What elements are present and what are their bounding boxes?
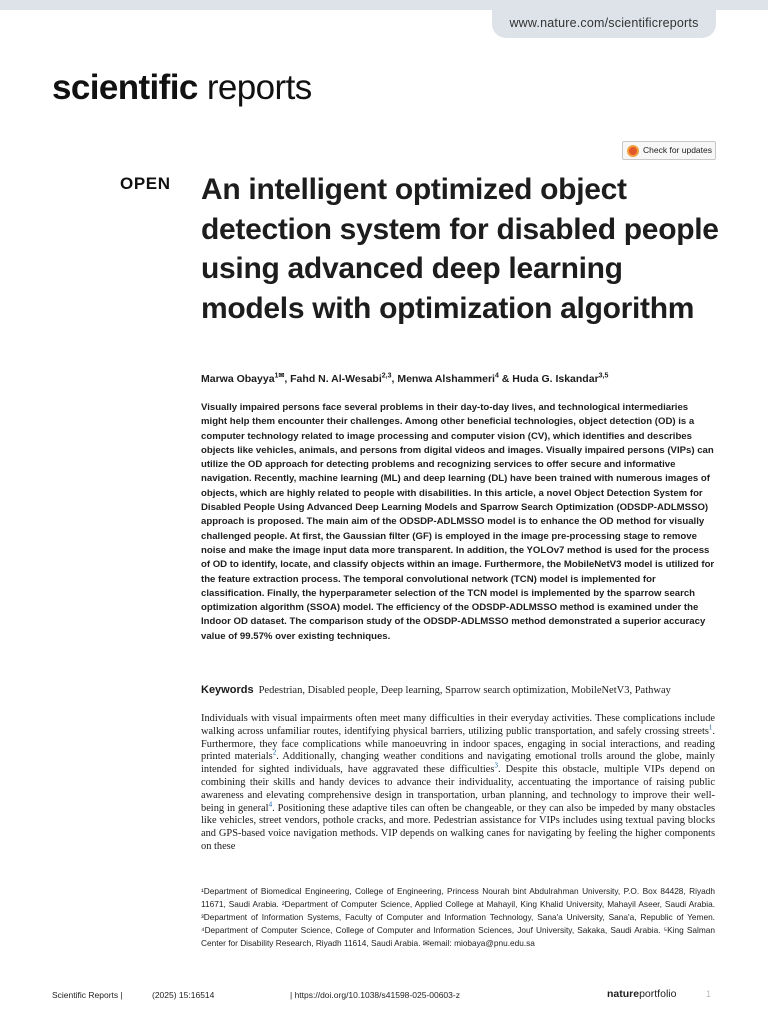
publisher-bold: nature xyxy=(607,988,640,1000)
author-affiliation-mark: 4 xyxy=(494,372,499,380)
citation-link[interactable]: 2 xyxy=(272,748,277,757)
author-name[interactable]: , Fahd N. Al-Wesabi xyxy=(284,373,382,385)
author-affiliation-mark: 3,5 xyxy=(598,372,609,380)
footer-doi-link[interactable]: | https://doi.org/10.1038/s41598-025-00603-z xyxy=(290,990,460,1000)
check-for-updates-label: Check for updates xyxy=(643,145,712,155)
author-name[interactable]: & Huda G. Iskandar xyxy=(498,373,599,385)
body-text-run: . Positioning these adaptive tiles can often be changeable, or they can also be impeded by many obstacles like vehicles, street vendors, pothole cracks, and more. Pedestrian assistance for VIPs includes using textual paving blocks and GPS-based voice navigation methods. VIP depends on walking canes for navigating by feeling the higher components on these xyxy=(201,802,716,852)
body-text-run: . Furthermore, they face complications while manoeuvring in indoor spaces, engaging in social interactions, and reading printed materials xyxy=(201,725,715,763)
abstract: Visually impaired persons face several problems in their day-to-day lives, and technological intermediaries might help them encounter their challenges. Among other beneficial technologies, object detection (OD) is a computer technology related to image processing and computer vision (CV), which identifies and describes objects like vehicles, animals, and persons from digital videos and images. Visually impaired persons (VIPs) can utilize the OD approach for detecting problems and recognizing services to offer secure and informative navigation. Recently, machine learning (ML) and deep learning (DL) have been trained with numerous images of objects, which are highly related to people with disabilities. In this article, a novel Object Detection System for Disabled People Using Advanced Deep Learning Models and Sparrow Search Optimization (ODSDP-ADLMSSO) approach is proposed. The main aim of the ODSDP-ADLMSSO model is to enhance the OD method for visually challenged people. At first, the Gaussian filter (GF) is employed in the image pre-processing stage to remove noise and make the image input data more transparent. In addition, the YOLOv7 method is used for the process of OD to identify, locate, and classify objects within an image. Furthermore, the MobileNetV3 model is utilized for the feature extraction process. The temporal convolutional network (TCN) model is implemented for classification. Finally, the hyperparameter selection of the TCN model is implemented by the sparrow search optimization algorithm (SSOA) model. The efficiency of the ODSDP-ADLMSSO method is examined under the Indoor OD dataset. The comparison study of the ODSDP-ADLMSSO method demonstrated a superior accuracy value of 99.57% over existing techniques. xyxy=(201,402,715,642)
body-text-run: . Despite this obstacle, multiple VIPs depend on combining their skills and handy devices to advance their individuality, accentuating the importance of raising public awareness and elevating comprehensive design in transportation, urban planning, and technology to improve their well-being in general xyxy=(201,764,715,814)
citation-link[interactable]: 3 xyxy=(494,761,498,770)
publisher-logo xyxy=(607,988,676,1000)
logo-bold: scientific xyxy=(52,68,198,107)
page-footer xyxy=(52,988,716,1004)
journal-url[interactable]: www.nature.com/scientificreports xyxy=(492,10,716,38)
author-name[interactable]: , Menwa Alshammeri xyxy=(391,373,495,385)
citation-link[interactable]: 4 xyxy=(268,800,273,809)
keywords xyxy=(201,684,721,696)
body-text-run: . Additionally, changing weather conditions and navigating emotional trolls around the globe, mainly intended for sighted individuals, have aggravated these difficulties xyxy=(201,751,715,776)
open-access-label: OPEN xyxy=(120,174,171,193)
logo-light: reports xyxy=(197,68,312,107)
keywords-label: Keywords xyxy=(201,684,254,696)
body-text-run: Individuals with visual impairments often meet many difficulties in their everyday activities. These complications include walking across unfamiliar routes, identifying physical barriers, utilizing public transportation, and safely crossing streets xyxy=(201,713,715,737)
check-for-updates-button[interactable] xyxy=(622,141,716,160)
author-affiliation-mark: 2,3 xyxy=(381,372,392,380)
article-title: An intelligent optimized object detection system for disabled people using advanced deep learning models with optimization algorithm xyxy=(201,173,719,325)
footer-volume: (2025) 15:16514 xyxy=(152,990,215,1000)
footer-journal: Scientific Reports | xyxy=(52,990,123,1000)
top-bar xyxy=(0,0,768,10)
affiliations: ¹Department of Biomedical Engineering, College of Engineering, Princess Nourah bint Abdulrahman University, P.O. Box 84428, Riyadh 11671, Saudi Arabia. ²Department of Computer Science, Applied College at Mahayil, King Khalid University, Mahayil Aseer, Saudi Arabia. ³Department of Information Systems, Faculty of Computer and Information Technology, Sana'a University, Sana'a, Republic of Yemen. ⁴Department of Computer Science, College of Computer and Information Sciences, Jouf University, Sakaka, Saudi Arabia. ⁵King Salman Center for Disability Research, Riyadh 11614, Saudi Arabia. ✉email: miobaya@pnu.edu.sa xyxy=(201,886,715,949)
publisher-light: portfolio xyxy=(639,988,677,1000)
journal-logo xyxy=(52,66,312,110)
intro-paragraph xyxy=(201,713,715,854)
page-number: 1 xyxy=(706,989,712,999)
author-list xyxy=(201,373,721,385)
author-name[interactable]: Marwa Obayya xyxy=(201,373,275,385)
keywords-list: Pedestrian, Disabled people, Deep learning, Sparrow search optimization, MobileNetV3, Pathway xyxy=(258,685,671,696)
crossmark-icon xyxy=(627,145,639,157)
author-affiliation-mark: 1✉ xyxy=(274,372,285,380)
citation-link[interactable]: 1 xyxy=(708,723,713,732)
